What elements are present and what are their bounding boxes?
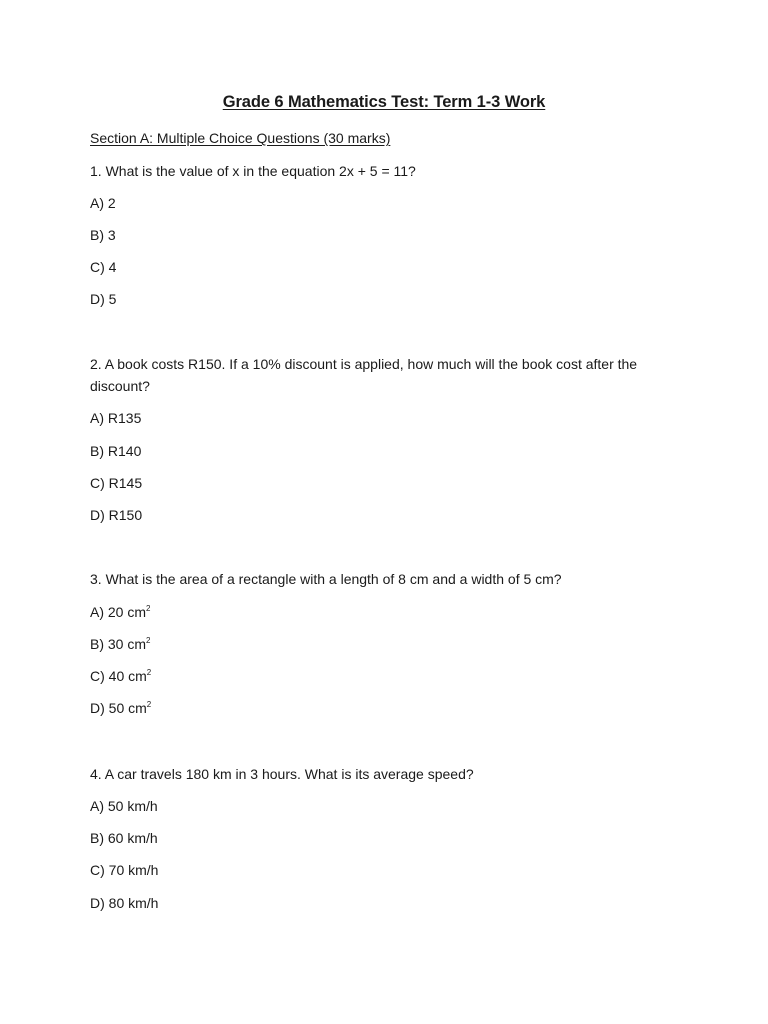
question-4-option-c: C) 70 km/h xyxy=(90,862,159,878)
question-3-option-b: B) 30 $cm^2$ xyxy=(90,636,151,652)
question-2-option-b: B) R140 xyxy=(90,443,142,459)
question-3-option-d: D) 50 $cm^2$ xyxy=(90,700,152,716)
question-3-text: 3. What is the area of a rectangle with a length of 8 cm and a width of 5 cm? xyxy=(90,571,562,587)
question-4-text: 4. A car travels 180 km in 3 hours. What is its average speed? xyxy=(90,766,474,782)
question-1-option-d: D) 5 xyxy=(90,291,117,307)
squared-superscript: 2 xyxy=(146,668,152,677)
squared-superscript: 2 xyxy=(146,604,151,613)
question-1-option-c: C) 4 xyxy=(90,259,117,275)
question-3-option-a: A) 20 $cm^2$ xyxy=(90,604,151,620)
question-4-option-a: A) 50 km/h xyxy=(90,798,158,814)
squared-superscript: 2 xyxy=(146,700,152,709)
question-2-option-a: A) R135 xyxy=(90,410,142,426)
question-4-option-b: B) 60 km/h xyxy=(90,830,158,846)
question-1-option-b: B) 3 xyxy=(90,227,116,243)
question-2-text: 2. A book costs R150. If a 10% discount is applied, how much will the book cost after the discount? xyxy=(90,356,638,394)
question-2-option-d: D) R150 xyxy=(90,507,143,523)
question-2-option-c: C) R145 xyxy=(90,475,143,491)
page-title: Grade 6 Mathematics Test: Term 1-3 Work xyxy=(222,93,546,111)
question-1-option-a: A) 2 xyxy=(90,195,116,211)
question-3-option-c: C) 40 $cm^2$ xyxy=(90,668,152,684)
question-1-text: 1. What is the value of x in the equation 2x + 5 = 11? xyxy=(90,163,416,179)
section-a-heading: Section A: Multiple Choice Questions (30 marks) xyxy=(90,130,391,146)
question-4-option-d: D) 80 km/h xyxy=(90,895,159,911)
squared-superscript: 2 xyxy=(146,636,151,645)
